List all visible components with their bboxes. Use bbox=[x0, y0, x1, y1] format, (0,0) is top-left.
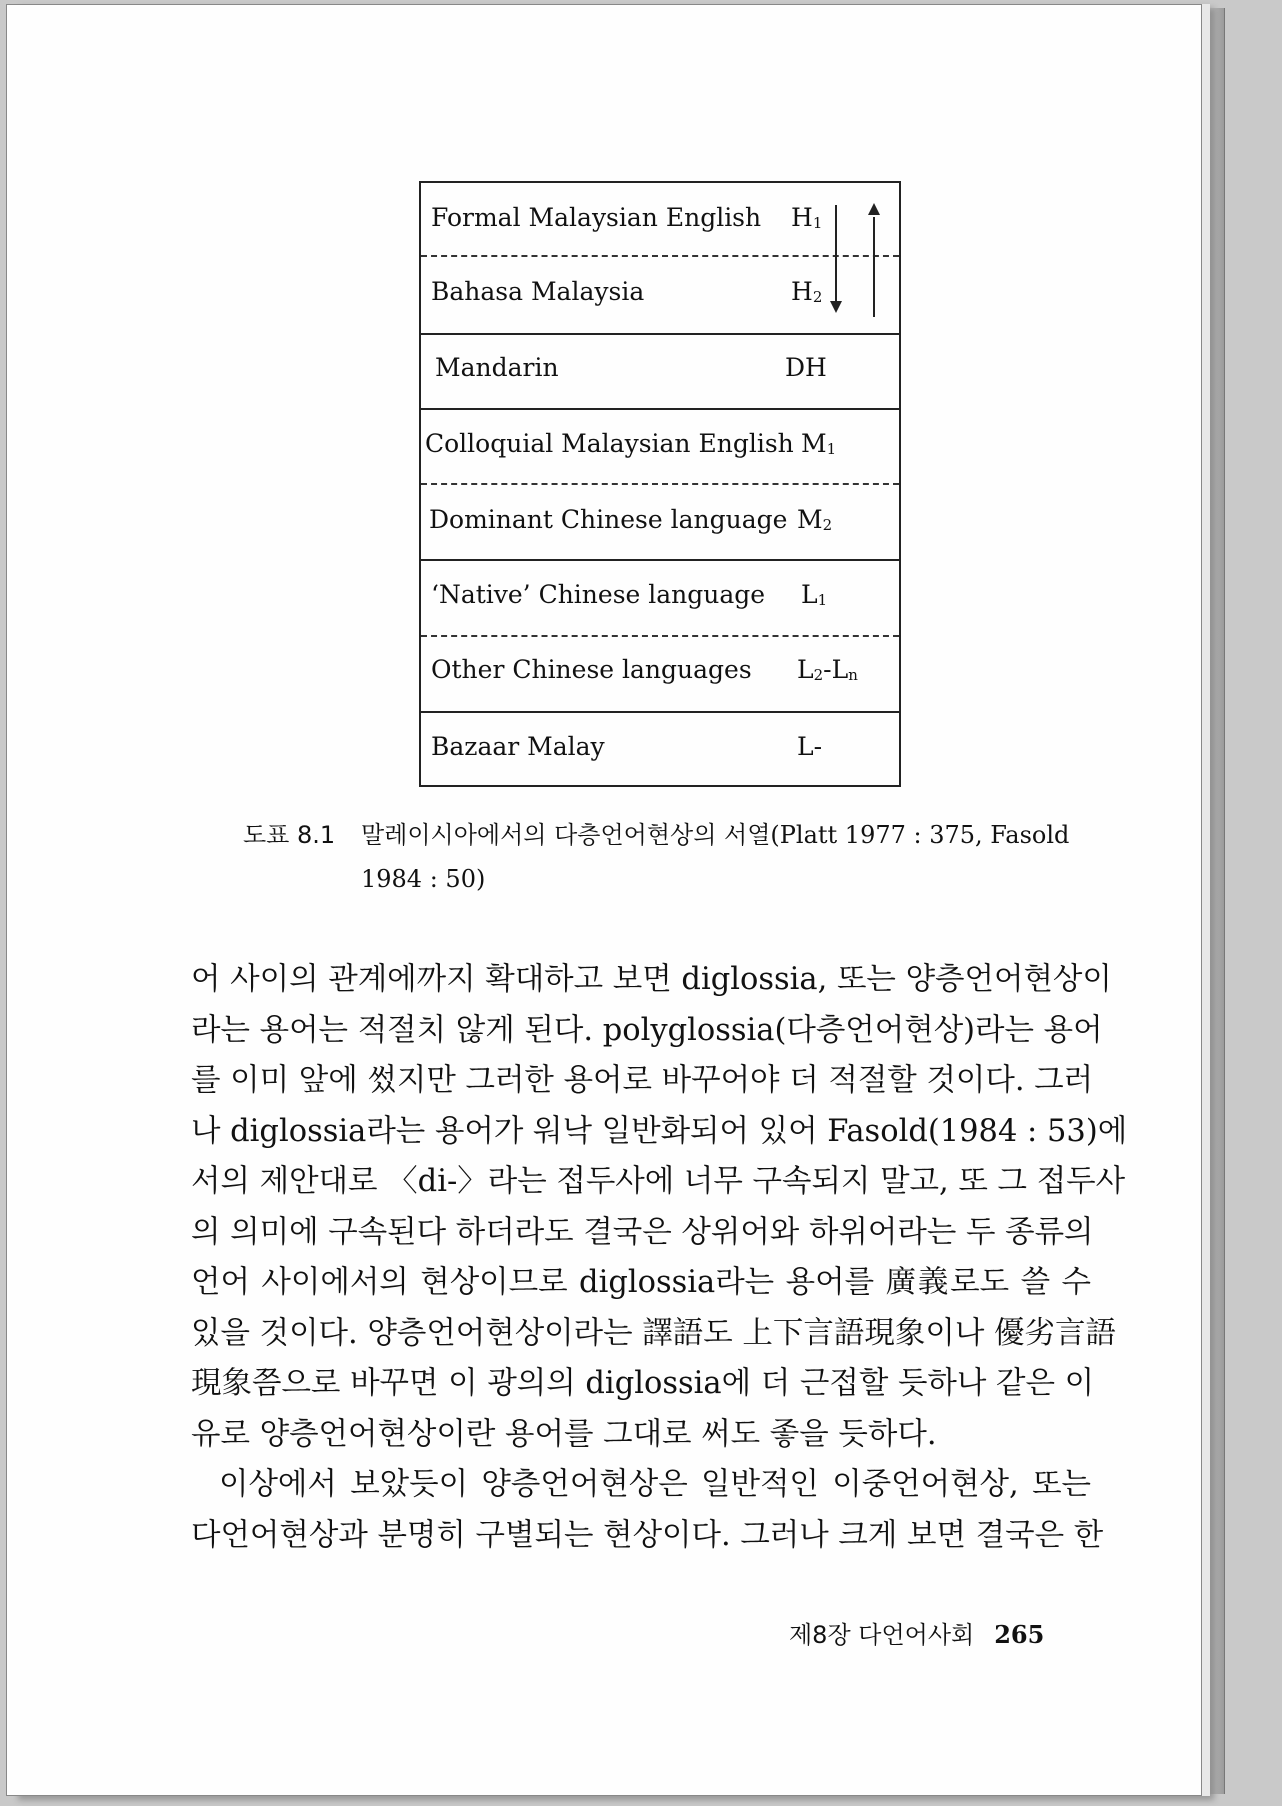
text-line: 의 의미에 구속된다 하더라도 결국은 상위어와 하위어라는 두 종류의 bbox=[191, 1214, 1094, 1250]
up-arrow-shaft bbox=[873, 217, 875, 317]
solid-divider bbox=[421, 559, 899, 561]
up-arrow-icon bbox=[868, 203, 880, 215]
row-code: $L_1$ bbox=[801, 580, 828, 609]
row-code: DH bbox=[785, 353, 827, 382]
row-code: $M_2$ bbox=[797, 505, 833, 534]
text-line: 를 이미 앞에 썼지만 그러한 용어로 바꾸어야 더 적절할 것이다. 그러 bbox=[191, 1063, 1094, 1098]
text-line: 나 diglossia라는 용어가 워낙 일반화되어 있어 Fasold(1984 : 53)에 bbox=[191, 1113, 1128, 1149]
figure-caption bbox=[243, 813, 1103, 901]
dashed-divider bbox=[421, 635, 899, 637]
text-line: 언어 사이에서의 현상이므로 diglossia라는 용어를 廣義로도 쓸 수 bbox=[191, 1265, 1091, 1300]
page-number: 265 bbox=[994, 1620, 1045, 1649]
text-line: 現象쯤으로 바꾸면 이 광의의 diglossia에 더 근접할 듯하나 같은 이 bbox=[191, 1366, 1095, 1401]
body-text bbox=[191, 955, 1128, 1561]
row-code: $L_2-L_n$ bbox=[797, 655, 858, 684]
text-line: 다언어현상과 분명히 구별되는 현상이다. 그러나 크게 보면 결국은 한 bbox=[191, 1517, 1104, 1553]
row-language: Mandarin bbox=[435, 353, 559, 382]
text-line: 어 사이의 관계에까지 확대하고 보면 diglossia, 또는 양층언어현상이 bbox=[191, 962, 1112, 997]
down-arrow-shaft bbox=[835, 205, 837, 305]
chapter-title: 제8장 다언어사회 bbox=[789, 1621, 975, 1649]
text-line: 라는 용어는 적절치 않게 된다. polyglossia(다층언어현상)라는 용어 bbox=[191, 1012, 1103, 1048]
row-language: Other Chinese languages bbox=[431, 655, 752, 684]
solid-divider bbox=[421, 711, 899, 713]
dashed-divider bbox=[421, 483, 899, 485]
row-code: $M_1$ bbox=[801, 429, 837, 458]
solid-divider bbox=[421, 333, 899, 335]
text-line: 서의 제안대로 〈di-〉라는 접두사에 너무 구속되지 말고, 또 그 접두사 bbox=[191, 1164, 1126, 1199]
page-footer bbox=[789, 1615, 1044, 1650]
row-language: Formal Malaysian English bbox=[431, 203, 762, 232]
row-language: Colloquial Malaysian English bbox=[425, 429, 794, 458]
dashed-divider bbox=[421, 255, 899, 257]
diglossia-hierarchy-figure bbox=[419, 181, 901, 787]
row-language: ‘Native’ Chinese language bbox=[431, 580, 766, 609]
book-page bbox=[6, 4, 1202, 1796]
row-language: Bazaar Malay bbox=[431, 732, 605, 761]
down-arrow-icon bbox=[830, 301, 842, 313]
row-code: $H_2$ bbox=[791, 277, 823, 306]
row-language: Bahasa Malaysia bbox=[431, 277, 645, 306]
caption-continuation: 1984 : 50) bbox=[361, 865, 486, 893]
caption-label: 도표 8.1 bbox=[243, 821, 336, 849]
caption-text: 말레이시아에서의 다층언어현상의 서열(Platt 1977 : 375, Fasold bbox=[361, 821, 1070, 849]
row-code: L- bbox=[797, 732, 823, 761]
row-code: $H_1$ bbox=[791, 203, 823, 232]
text-line: 유로 양층언어현상이란 용어를 그대로 써도 좋을 듯하다. bbox=[191, 1416, 937, 1452]
solid-divider bbox=[421, 408, 899, 410]
page-edge bbox=[1200, 8, 1225, 1794]
text-line: 이상에서 보았듯이 양층언어현상은 일반적인 이중언어현상, 또는 bbox=[219, 1467, 1091, 1502]
text-line: 있을 것이다. 양층언어현상이라는 譯語도 上下言語現象이나 優劣言語 bbox=[191, 1315, 1117, 1351]
row-language: Dominant Chinese language bbox=[429, 505, 788, 534]
